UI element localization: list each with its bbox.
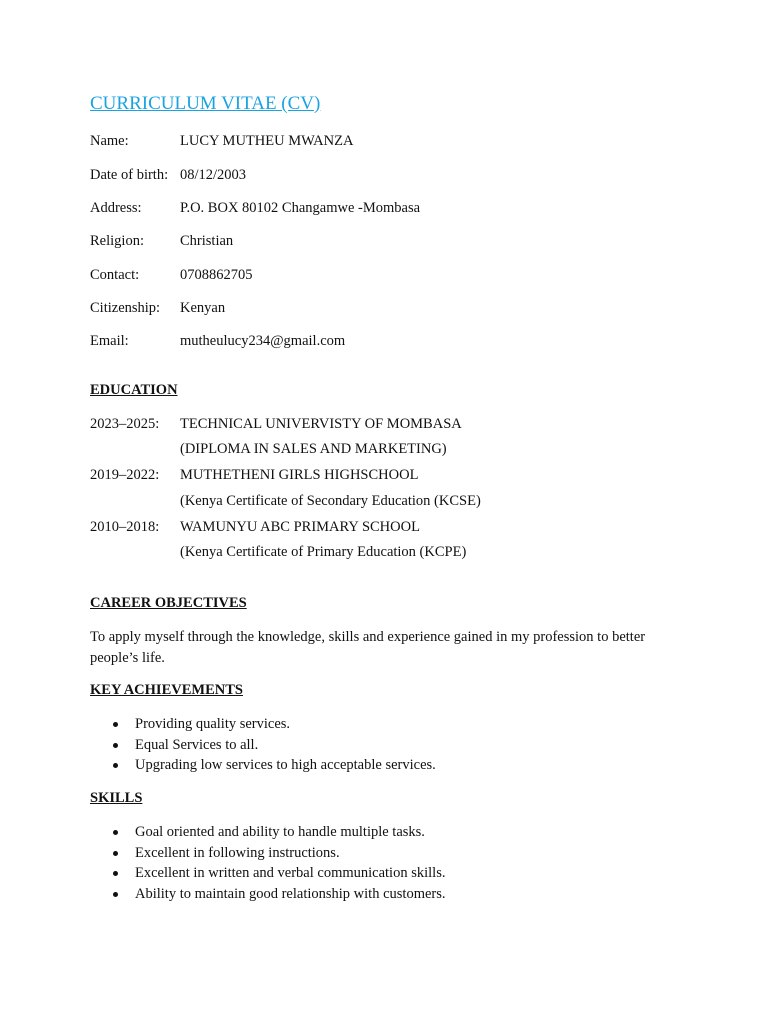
education-detail-row [90,493,481,510]
education-years: 2010–2018: [90,519,160,535]
personal-row-address [90,200,420,217]
education-entry [90,416,462,433]
education-detail-row [90,441,447,458]
bullet-icon [113,743,118,748]
personal-value: 08/12/2003 [180,167,247,183]
bullet-icon [113,871,118,876]
list-item: Excellent in following instructions. [90,843,446,864]
personal-row-dob [90,167,246,184]
education-entry [90,467,418,484]
skills-heading: SKILLS [90,790,143,806]
career-text: To apply myself through the knowledge, skills and experience gained in my profession to better people’s life. [90,629,646,666]
education-detail: (Kenya Certificate of Secondary Education (KCSE) [180,493,481,509]
bullet-icon [113,892,118,897]
personal-label: Religion: [90,233,144,249]
bullet-icon [113,763,118,768]
education-years: 2019–2022: [90,467,160,483]
list-item: Upgrading low services to high acceptable services. [90,755,436,776]
education-detail-row [90,544,466,561]
skills-list [90,822,446,904]
personal-label: Name: [90,133,129,149]
document-title: CURRICULUM VITAE (CV) [90,93,321,114]
personal-value: 0708862705 [180,267,253,283]
personal-value: P.O. BOX 80102 Changamwe -Mombasa [180,200,421,216]
education-school: MUTHETHENI GIRLS HIGHSCHOOL [180,467,419,483]
education-years: 2023–2025: [90,416,160,432]
list-item: Equal Services to all. [90,735,436,756]
list-item: Ability to maintain good relationship with customers. [90,884,446,905]
career-heading: CAREER OBJECTIVES [90,595,247,611]
bullet-icon [113,851,118,856]
list-item: Providing quality services. [90,714,436,735]
personal-value: LUCY MUTHEU MWANZA [180,133,354,149]
education-entry [90,519,420,536]
personal-value: Christian [180,233,234,249]
personal-label: Contact: [90,267,140,283]
achievements-list [90,714,436,776]
education-heading: EDUCATION [90,382,178,398]
personal-row-citizenship [90,300,225,317]
personal-row-contact [90,267,253,284]
personal-label: Date of birth: [90,167,169,183]
achievements-heading: KEY ACHIEVEMENTS [90,682,243,698]
list-item: Excellent in written and verbal communication skills. [90,863,446,884]
personal-label: Citizenship: [90,300,161,316]
list-item: Goal oriented and ability to handle multiple tasks. [90,822,446,843]
education-school: TECHNICAL UNIVERVISTY OF MOMBASA [180,416,462,432]
bullet-icon [113,722,118,727]
personal-label: Address: [90,200,142,216]
personal-value: Kenyan [180,300,226,316]
education-school: WAMUNYU ABC PRIMARY SCHOOL [180,519,420,535]
personal-label: Email: [90,333,129,349]
education-detail: (Kenya Certificate of Primary Education (KCPE) [180,544,467,560]
personal-row-name [90,133,353,150]
education-detail: (DIPLOMA IN SALES AND MARKETING) [180,441,447,457]
personal-row-email [90,333,345,350]
personal-value: mutheulucy234@gmail.com [180,333,346,349]
personal-row-religion [90,233,233,250]
bullet-icon [113,830,118,835]
